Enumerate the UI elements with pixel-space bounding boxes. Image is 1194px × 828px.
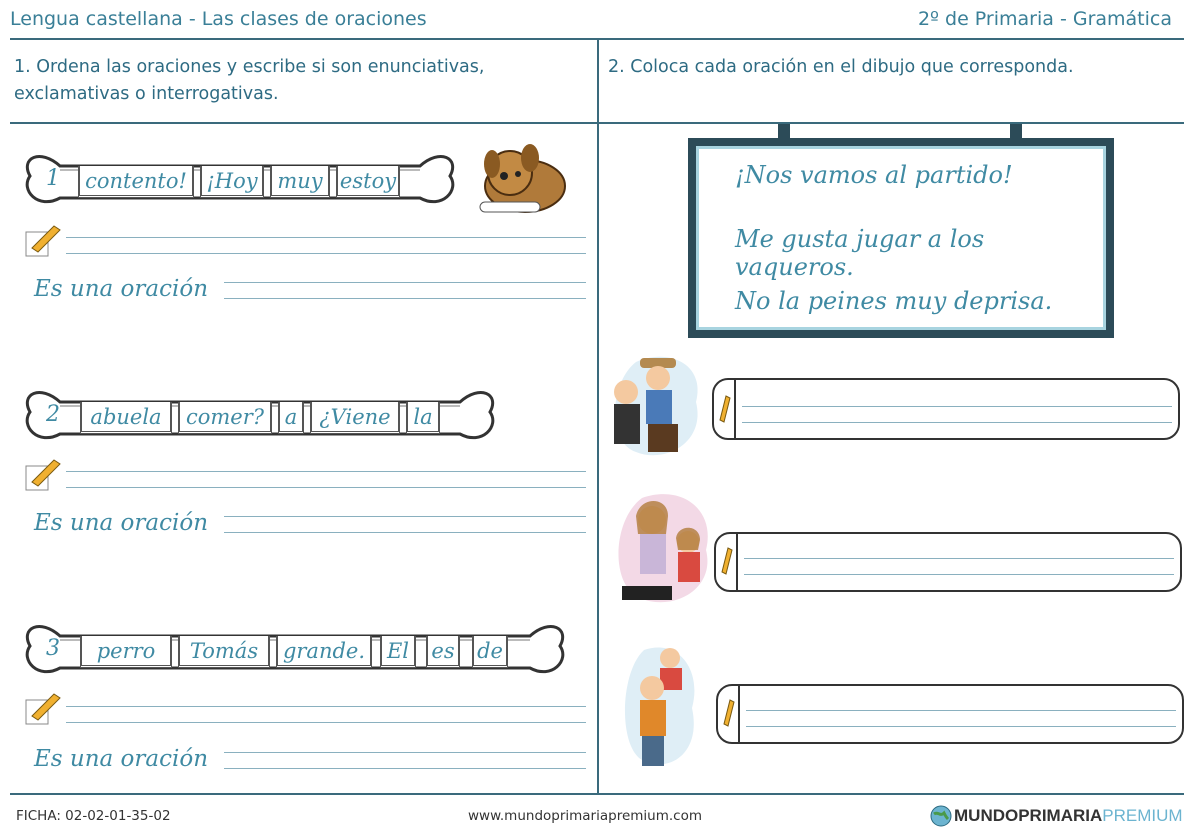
writing-line[interactable] [224,282,586,283]
word-card[interactable]: estoy [336,166,400,198]
writing-line[interactable] [224,768,586,769]
writing-line[interactable] [224,752,586,753]
word-card[interactable]: es [426,636,460,668]
writing-line[interactable] [66,722,586,723]
word-card[interactable]: contento! [78,166,194,198]
sentence-type-label: Es una oración [34,746,209,772]
answer-box-2[interactable] [714,532,1182,592]
word-card[interactable]: a [278,402,304,434]
sentence-type-label: Es una oración [34,510,209,536]
left-instruction: 1. Ordena las oraciones y escribe si son enunciativas, exclamativas o interrogativas. [14,57,485,104]
word-card[interactable]: abuela [80,402,172,434]
exercise-3 [20,618,570,688]
writing-line[interactable] [224,298,586,299]
footer-divider [10,793,1184,795]
sign-sentence: No la peines muy deprisa. [735,287,1053,315]
father-child-illustration [622,642,698,774]
answer-box-3[interactable] [716,684,1184,744]
pencil-icon [24,222,64,258]
right-instruction: 2. Coloca cada oración en el dibujo que corresponda. [608,57,1074,77]
brand-logo [954,806,1183,826]
word-card[interactable]: de [472,636,508,668]
dog-icon [470,128,580,220]
pencil-icon [718,698,738,730]
exercise-number: 1 [46,166,60,191]
writing-line[interactable] [746,710,1176,711]
sign-sentence: Me gusta jugar a los vaqueros. [735,225,985,281]
word-card[interactable]: perro [80,636,172,668]
writing-line[interactable] [742,422,1172,423]
word-card[interactable]: grande. [276,636,372,668]
brand-part: PRIMARIA [1018,806,1103,825]
site-url[interactable]: www.mundoprimariapremium.com [468,808,702,824]
globe-icon [930,805,952,827]
mother-daughter-illustration [612,490,712,610]
writing-line[interactable] [744,574,1174,575]
pencil-icon [24,690,64,726]
exercise-1 [20,148,460,218]
word-card[interactable]: El [380,636,416,668]
exercise-2 [20,384,500,454]
writing-line[interactable] [66,253,586,254]
pencil-icon [716,546,736,578]
sentence-type-label: Es una oración [34,276,209,302]
writing-line[interactable] [66,706,586,707]
word-card[interactable]: muy [270,166,330,198]
writing-line[interactable] [744,558,1174,559]
column-divider [597,38,599,795]
writing-line[interactable] [66,487,586,488]
exercise-number: 2 [46,402,60,427]
word-card[interactable]: Tomás [178,636,270,668]
pencil-icon [24,456,64,492]
cowboy-illustration [606,352,702,462]
exercise-number: 3 [46,636,60,661]
ficha-code: FICHA: 02-02-01-35-02 [16,808,171,824]
word-card[interactable]: comer? [178,402,272,434]
writing-line[interactable] [224,516,586,517]
writing-line[interactable] [224,532,586,533]
word-card[interactable]: ¡Hoy [200,166,264,198]
instruction-divider [10,122,1184,124]
pencil-icon [714,394,734,426]
writing-line[interactable] [742,406,1172,407]
worksheet-title: Lengua castellana - Las clases de oraciones [10,8,427,30]
answer-box-1[interactable] [712,378,1180,440]
brand-part: MUNDO [954,806,1019,825]
writing-line[interactable] [66,237,586,238]
word-card[interactable]: ¿Viene [310,402,400,434]
sentence-sign [688,138,1114,338]
word-card[interactable]: la [406,402,440,434]
writing-line[interactable] [746,726,1176,727]
sign-sentence: ¡Nos vamos al partido! [735,161,1013,189]
worksheet-grade: 2º de Primaria - Gramática [917,8,1172,30]
writing-line[interactable] [66,471,586,472]
brand-part: PREMIUM [1102,806,1183,825]
